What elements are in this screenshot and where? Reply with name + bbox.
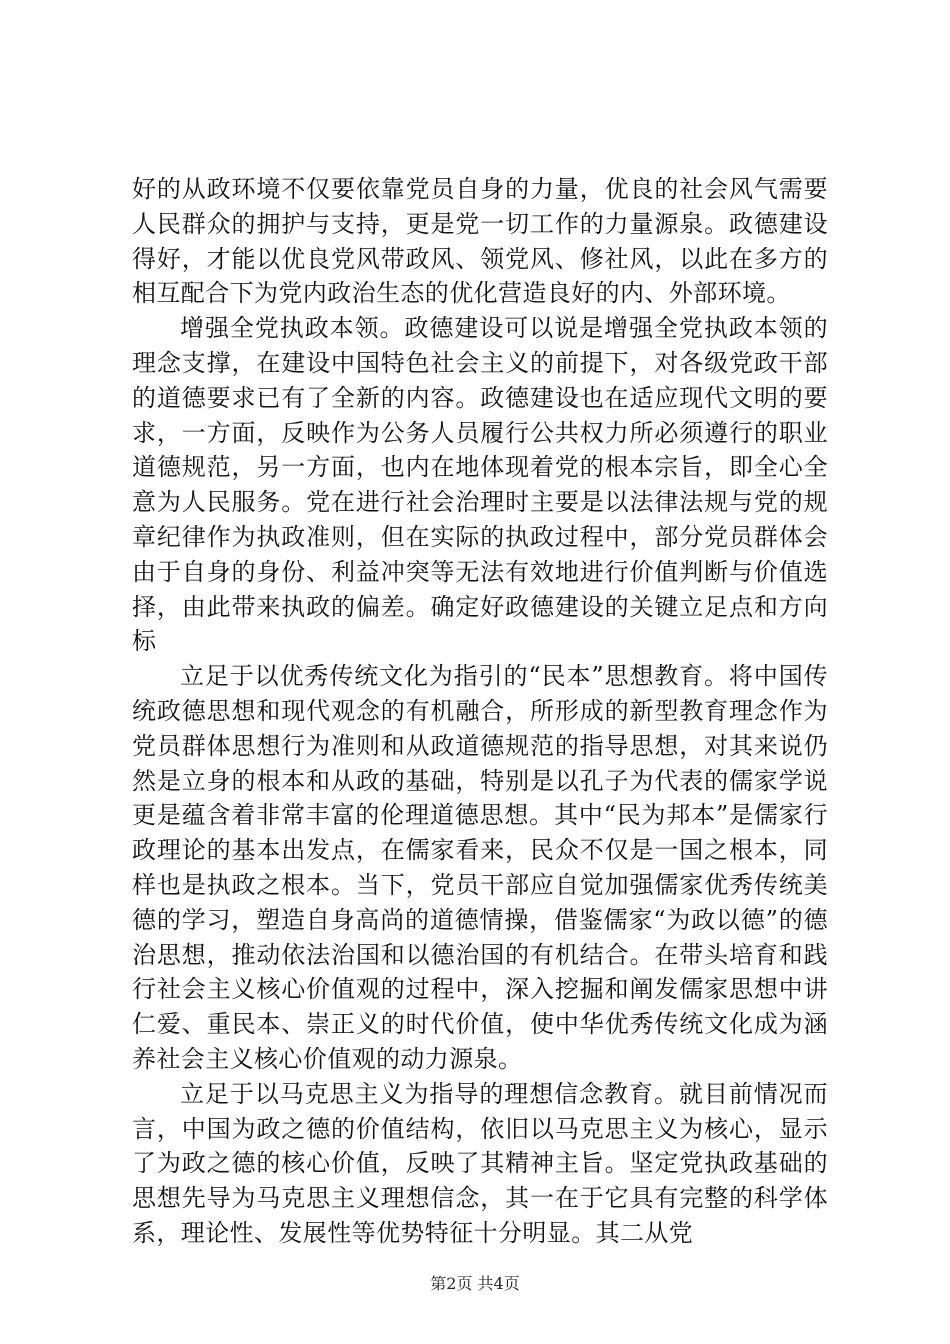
paragraph-governance-ability: 增强全党执政本领。政德建设可以说是增强全党执政本领的理念支撑，在建设中国特色社会主义的前提下，对各级党政干部的道德要求已有了全新的内容。政德建设也在适应现代文明的要求，一方面，反映作为公务人员履行公共权力所必须遵行的职业道德规范，另一方面，也内在地体现着党的根本宗旨，即全心全意为人民服务。党在进行社会治理时主要是以法律法规与党的规章纪律作为执政准则，但在实际的执政过程中，部分党员群体会由于自身的身份、利益冲突等无法有效地进行价值判断与价值选择，由此带来执政的偏差。确定好政德建设的关键立足点和方向标 <box>132 314 828 656</box>
paragraph-marxism-education: 立足于以马克思主义为指导的理想信念教育。就目前情况而言，中国为政之德的价值结构，依旧以马克思主义为核心，显示了为政之德的核心价值，反映了其精神主旨。坚定党执政基础的思想先导为马克思主义理想信念，其一在于它具有完整的科学体系，理论性、发展性等优势特征十分明显。其二从党 <box>132 1079 828 1247</box>
paragraph-minben-education: 立足于以优秀传统文化为指引的“民本”思想教育。将中国传统政德思想和现代观念的有机融合，所形成的新型教育理念作为党员群体思想行为准则和从政道德规范的指导思想，对其来说仍然是立身的根本和从政的基础，特别是以孔子为代表的儒家学说更是蕴含着非常丰富的伦理道德思想。其中“民为邦本”是儒家行政理论的基本出发点，在儒家看来，民众不仅是一国之根本，同样也是执政之根本。当下，党员干部应自觉加强儒家优秀传统美德的学习，塑造自身高尚的道德情操，借鉴儒家“为政以德”的德治思想，推动依法治国和以德治国的有机结合。在带头培育和践行社会主义核心价值观的过程中，深入挖掘和阐发儒家思想中讲仁爱、重民本、崇正义的时代价值，使中华优秀传统文化成为涵养社会主义核心价值观的动力源泉。 <box>132 662 828 1073</box>
paragraph-continuation: 好的从政环境不仅要依靠党员自身的力量，优良的社会风气需要人民群众的拥护与支持，更是党一切工作的力量源泉。政德建设得好，才能以优良党风带政风、领党风、修社风，以此在多方的相互配合下为党内政治生态的优化营造良好的内、外部环境。 <box>132 175 828 308</box>
document-body <box>132 172 828 1251</box>
page-footer <box>0 1274 950 1294</box>
page-number-label: 第2页 共4页 <box>430 1274 520 1293</box>
